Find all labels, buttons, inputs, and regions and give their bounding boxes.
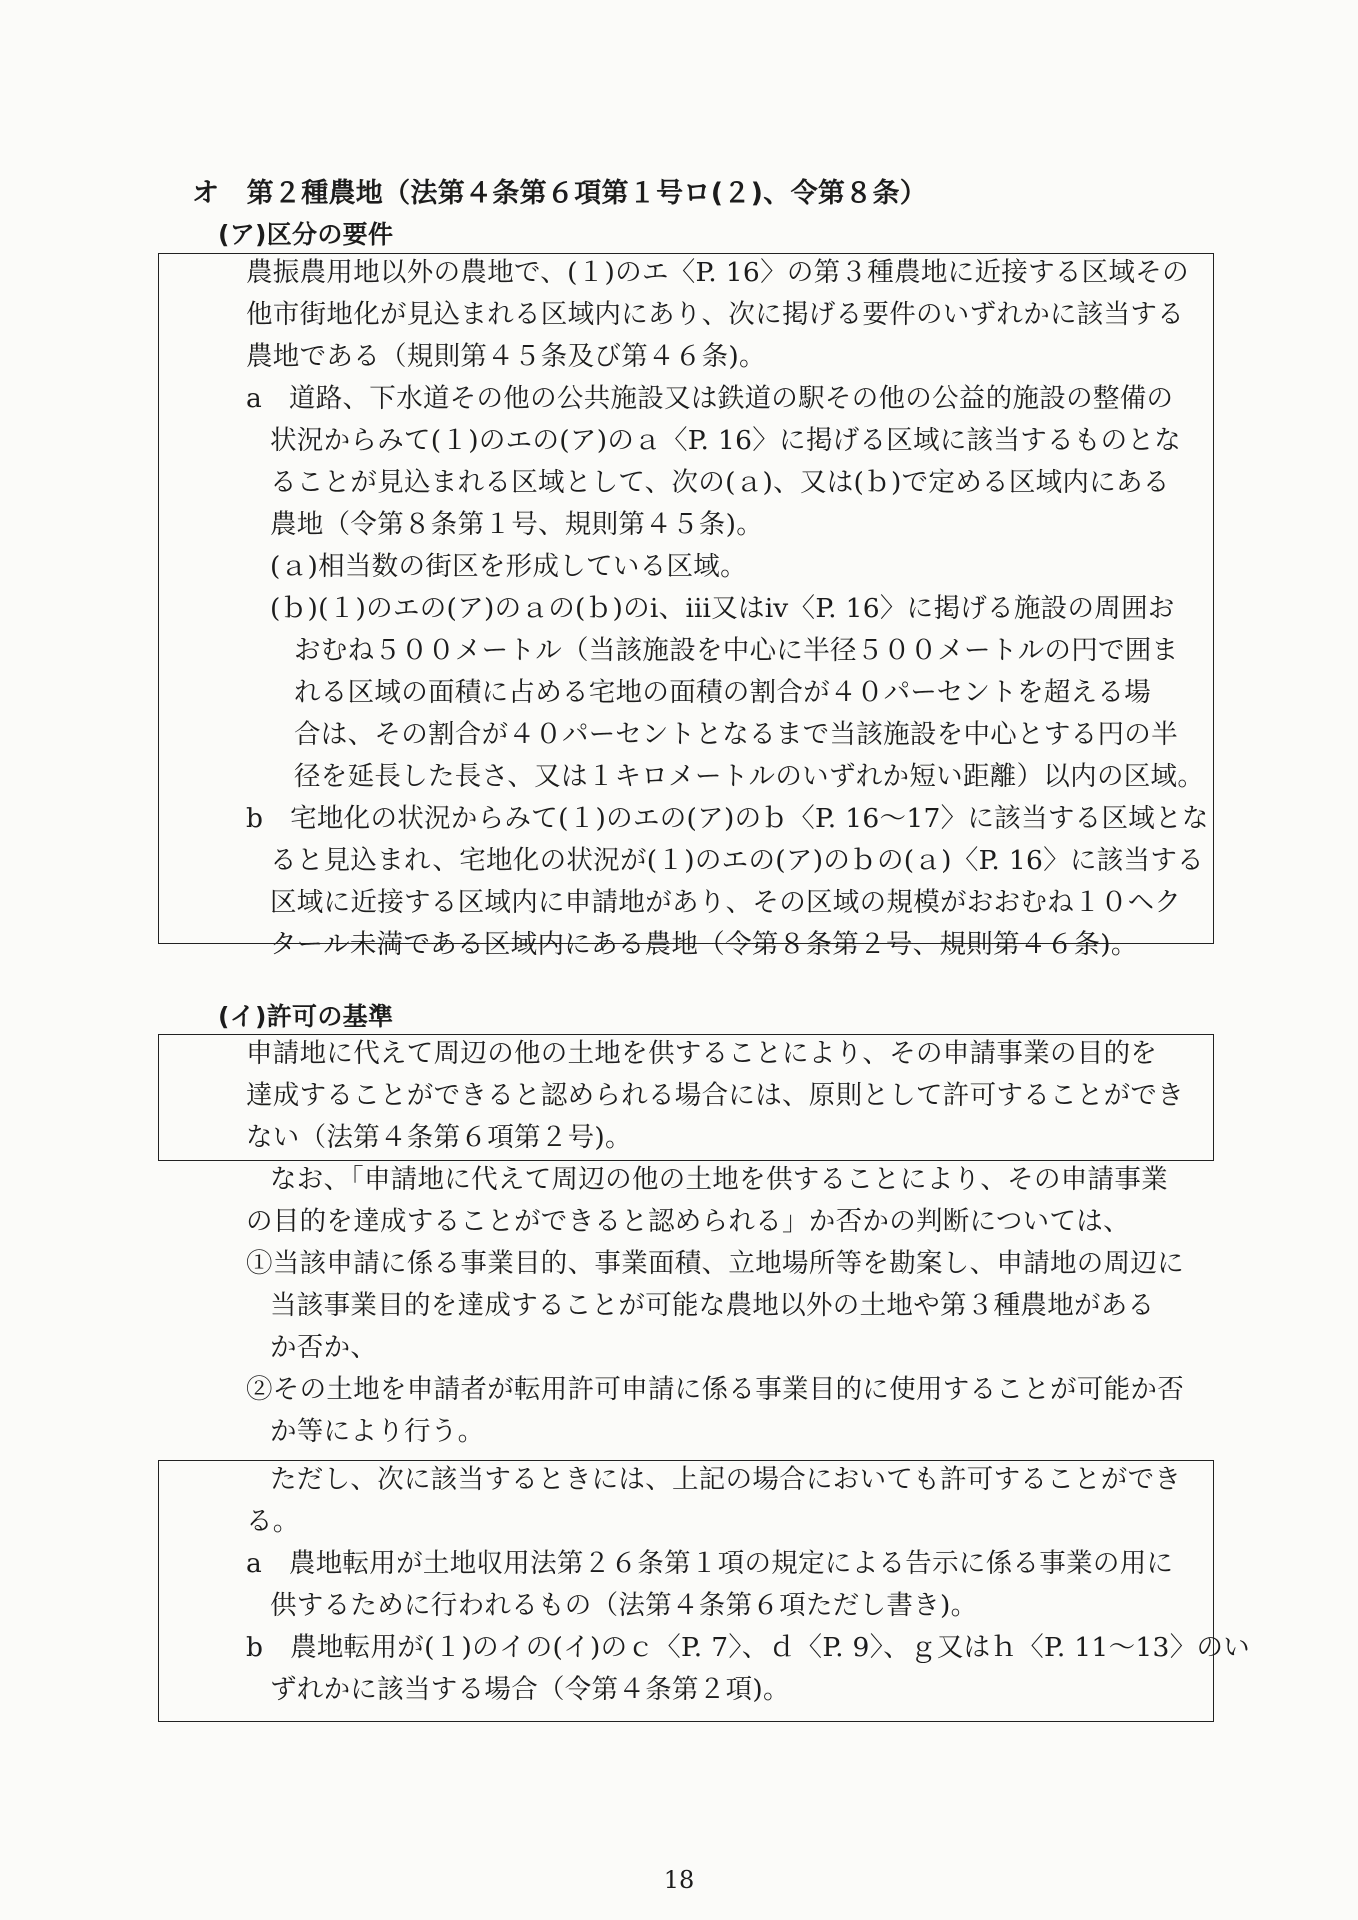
exception-line: a 農地転用が土地収用法第２６条第１項の規定による告示に係る事業の用に [246,1548,1174,1579]
requirements-line: 他市街地化が見込まれる区域内にあり、次に掲げる要件のいずれかに該当する [246,299,1184,330]
requirements-line: れる区域の面積に占める宅地の面積の割合が４０パーセントを超える場 [294,677,1152,708]
criteria-line: 達成することができると認められる場合には、原則として許可することができ [246,1080,1184,1111]
requirements-line: 区域に近接する区域内に申請地があり、その区域の規模がおおむね１０ヘク [270,887,1182,918]
body-line: の目的を達成することができると認められる」か否かの判断については、 [246,1206,1130,1237]
section-heading: オ 第２種農地（法第４条第６項第１号ロ(２)、令第８条） [192,178,928,209]
exception-line: b 農地転用が(１)のイの(イ)のｃ〈P. 7〉、ｄ〈P. 9〉、ｇ又はｈ〈P. 11～13〉のい [246,1632,1251,1663]
body-line: か否か、 [270,1332,378,1363]
requirements-title: (ア)区分の要件 [218,220,394,249]
requirements-line: タール未満である区域内にある農地（令第８条第２号、規則第４６条)。 [270,929,1138,960]
requirements-line: ることが見込まれる区域として、次の(ａ)、又は(ｂ)で定める区域内にある [270,467,1170,498]
requirements-line: おむね５００メートル（当該施設を中心に半径５００メートルの円で囲ま [294,635,1179,666]
criteria-title: (イ)許可の基準 [218,1002,394,1031]
body-line: ①当該申請に係る事業目的、事業面積、立地場所等を勘案し、申請地の周辺に [246,1248,1184,1279]
requirements-line: 農地である（規則第４５条及び第４６条)。 [246,341,766,372]
exception-line: ずれかに該当する場合（令第４条第２項)。 [270,1674,790,1705]
exception-line: ただし、次に該当するときには、上記の場合においても許可することができ [270,1464,1182,1495]
requirements-line: 合は、その割合が４０パーセントとなるまで当該施設を中心とする円の半 [294,719,1178,750]
requirements-line: 状況からみて(１)のエの(ア)のａ〈P. 16〉に掲げる区域に該当するものとな [270,425,1182,456]
requirements-line: 農振農用地以外の農地で、(１)のエ〈P. 16〉の第３種農地に近接する区域その [246,257,1189,288]
criteria-line: ない（法第４条第６項第２号)。 [246,1122,632,1153]
requirements-line: ると見込まれ、宅地化の状況が(１)のエの(ア)のｂの(ａ)〈P. 16〉に該当する [270,845,1204,876]
body-line: か等により行う。 [270,1416,485,1447]
requirements-line: b 宅地化の状況からみて(１)のエの(ア)のｂ〈P. 16～17〉に該当する区域とな [246,803,1209,834]
exception-line: る。 [246,1506,300,1537]
requirements-line: (ｂ)(１)のエの(ア)のａの(ｂ)のⅰ、ⅲ又はⅳ〈P. 16〉に掲げる施設の周囲お [270,593,1175,624]
requirements-line: (ａ)相当数の街区を形成している区域。 [270,551,747,582]
body-line: 当該事業目的を達成することが可能な農地以外の土地や第３種農地がある [270,1290,1155,1321]
requirements-line: 農地（令第８条第１号、規則第４５条)。 [270,509,764,540]
criteria-line: 申請地に代えて周辺の他の土地を供することにより、その申請事業の目的を [246,1038,1158,1069]
exception-line: 供するために行われるもの（法第４条第６項ただし書き)。 [270,1590,978,1621]
body-line: なお、「申請地に代えて周辺の他の土地を供することにより、その申請事業 [270,1164,1168,1195]
page-number: 18 [663,1866,695,1894]
requirements-line: a 道路、下水道その他の公共施設又は鉄道の駅その他の公益的施設の整備の [246,383,1174,414]
body-line: ②その土地を申請者が転用許可申請に係る事業目的に使用することが可能か否 [246,1374,1184,1405]
requirements-line: 径を延長した長さ、又は１キロメートルのいずれか短い距離）以内の区域。 [294,761,1205,792]
